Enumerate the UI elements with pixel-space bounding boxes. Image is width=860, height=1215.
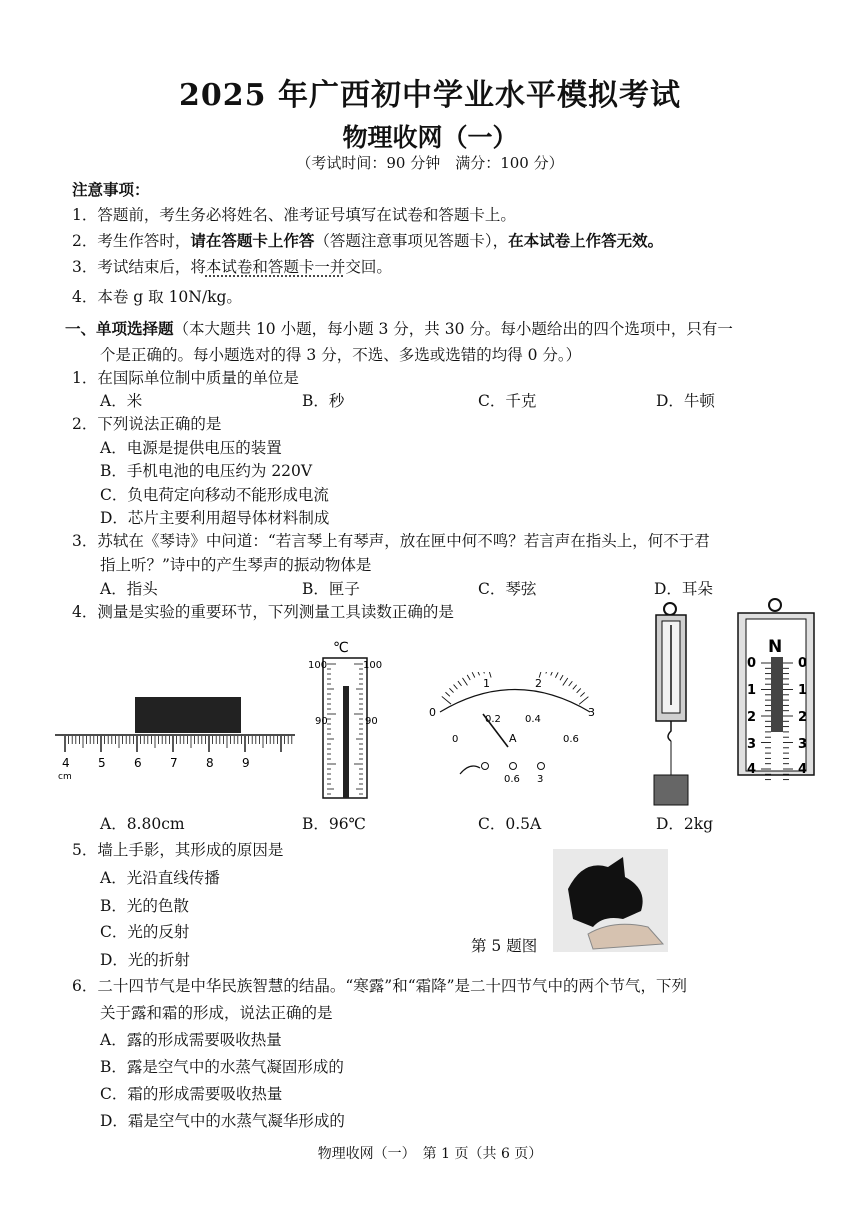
tick-mark [569, 681, 573, 686]
q5-figure-caption: 第 5 题图 [471, 937, 538, 955]
q6-option-d: D．霜是空气中的水蒸气凝华形成的 [100, 1112, 345, 1130]
tick-mark [442, 696, 451, 704]
q4-option-c: C．0.5A [478, 815, 542, 833]
measured-block [135, 697, 241, 733]
q3-option-d: D．耳朵 [654, 580, 713, 598]
ammeter-bottom-06: 0.6 [563, 734, 579, 745]
note-2 [72, 231, 663, 251]
note-2-b: 请在答题卡上作答 [190, 231, 315, 250]
scale-right-4: 4 [798, 762, 808, 777]
q1-option-d: D．牛顿 [656, 392, 715, 410]
q1-stem: 1．在国际单位制中质量的单位是 [72, 369, 299, 387]
ammeter-bottom-02: 0.2 [485, 714, 501, 725]
q1-option-a: A．米 [100, 392, 143, 410]
tick-mark [579, 697, 588, 705]
q2-option-c: C．负电荷定向移动不能形成电流 [100, 486, 329, 504]
q4-option-b: B．96℃ [302, 815, 366, 833]
tick-mark [546, 672, 548, 674]
tick-mark [449, 688, 453, 692]
tick-mark [454, 685, 458, 690]
hanging-weight [654, 775, 688, 805]
tick-mark [551, 672, 553, 675]
scale-right-0: 0 [798, 656, 808, 671]
thermo-liquid-column [343, 686, 349, 798]
scale-left-4: 4 [747, 762, 757, 777]
scale-right-1: 1 [798, 683, 808, 698]
ruler-figure [55, 695, 295, 785]
q1-option-b: B．秒 [302, 392, 345, 410]
q6-stem-1: 6．二十四节气是中华民族智慧的结晶。“寒露”和“霜降”是二十四节气中的两个节气，下列 [72, 977, 688, 995]
scale-right-2: 2 [798, 710, 808, 725]
page-footer: 物理收网（一） 第 1 页（共 6 页） [317, 1146, 543, 1162]
ammeter-figure [425, 672, 605, 787]
ammeter-top-3: 3 [588, 706, 595, 719]
section1-heading: 一、单项选择题 [65, 319, 174, 338]
q3-option-c: C．琴弦 [478, 580, 537, 598]
thermo-right-90: 90 [365, 716, 378, 727]
tick-mark [573, 685, 577, 690]
q5-option-b: B．光的色散 [100, 897, 189, 915]
note-2-d: 在本试卷上作答无效。 [508, 231, 664, 250]
q4-stem: 4．测量是实验的重要环节，下列测量工具读数正确的是 [72, 603, 454, 621]
scale-left-2: 2 [747, 710, 757, 725]
q5-option-c: C．光的反射 [100, 923, 190, 941]
ruler-label-4: 4 [62, 756, 70, 770]
tick-mark [580, 692, 584, 696]
scale-left-0: 0 [747, 656, 757, 671]
hand-shadow-photo [553, 849, 668, 952]
ammeter-terminal-minus [482, 763, 489, 770]
note-3-c: 交回。 [345, 258, 392, 276]
q4-option-d: D．2kg [656, 815, 714, 833]
thermometer-figure [305, 636, 395, 801]
q3-stem-1: 3．苏轼在《琴诗》中问道：“若言琴上有琴声，放在匣中何不鸣？若言声在指头上，何不于君 [72, 532, 710, 550]
ammeter-top-1: 1 [483, 677, 490, 690]
exam-subject: 物理收网（一） [342, 123, 518, 152]
spring-scale-figure [640, 595, 820, 810]
ammeter-terminal-06 [510, 763, 517, 770]
tick-mark [477, 672, 479, 675]
q5-option-a: A．光沿直线传播 [100, 869, 220, 887]
section1-desc2: 个是正确的。每小题选对的得 3 分，不选、多选或选错的均得 0 分。） [100, 346, 582, 364]
note-3-a: 3．考试结束后，将 [72, 258, 206, 276]
ruler-label-5: 5 [98, 756, 106, 770]
q6-option-a: A．露的形成需要吸收热量 [100, 1031, 282, 1049]
tick-mark [445, 692, 449, 696]
thermo-left-90: 90 [315, 716, 328, 727]
ammeter-terminal-3 [538, 763, 545, 770]
note-3 [72, 257, 392, 277]
q5-option-d: D．光的折射 [100, 951, 190, 969]
q2-option-d: D．芯片主要利用超导体材料制成 [100, 509, 330, 527]
exam-title: 2025 年广西初中学业水平模拟考试 [179, 78, 681, 113]
section1-desc1: （本大题共 10 小题，每小题 3 分，共 30 分。每小题给出的四个选项中，只有一 [173, 320, 733, 338]
note-2-a: 2．考生作答时， [72, 232, 191, 250]
scale-left-1: 1 [747, 683, 757, 698]
ruler-label-9: 9 [242, 756, 250, 770]
q1-option-c: C．千克 [478, 392, 537, 410]
q6-stem-2: 关于露和霜的形成，说法正确的是 [100, 1004, 333, 1022]
q6-option-b: B．露是空气中的水蒸气凝固形成的 [100, 1058, 344, 1076]
ammeter-bottom-0: 0 [452, 734, 459, 745]
scale-indicator [771, 657, 783, 732]
tick-mark [555, 672, 558, 677]
tick-mark [560, 675, 563, 680]
ruler-label-7: 7 [170, 756, 178, 770]
section1-line1 [65, 319, 733, 339]
q4-option-a: A．8.80cm [100, 815, 185, 833]
ruler-label-8: 8 [206, 756, 214, 770]
ruler-unit: cm [58, 772, 72, 782]
tick-mark [467, 675, 470, 680]
tick-mark [482, 672, 484, 673]
tick-mark [458, 681, 462, 686]
scale-left-3: 3 [747, 737, 757, 752]
scale-right-3: 3 [798, 737, 808, 752]
tick-mark [462, 678, 467, 685]
scale-n-label: N [768, 637, 783, 657]
notes-heading: 注意事项： [72, 180, 150, 199]
q2-stem: 2．下列说法正确的是 [72, 415, 222, 433]
tick-mark [563, 678, 568, 685]
q6-option-c: C．霜的形成需要吸收热量 [100, 1085, 283, 1103]
ammeter-top-0: 0 [429, 706, 436, 719]
q3-stem-2: 指上听？”诗中的产生琴声的振动物体是 [100, 556, 372, 574]
q2-option-a: A．电源是提供电压的装置 [100, 439, 282, 457]
ammeter-term-label-06: 0.6 [504, 774, 520, 785]
ruler-label-6: 6 [134, 756, 142, 770]
note-4: 4．本卷 g 取 10N/kg。 [72, 288, 242, 306]
thermo-unit: ℃ [333, 640, 349, 656]
q2-option-b: B．手机电池的电压约为 220V [100, 462, 313, 480]
ammeter-unit: A [509, 732, 517, 745]
ammeter-top-2: 2 [535, 677, 542, 690]
note-3-b: 本试卷和答题卡一并 [205, 258, 346, 276]
q3-option-a: A．指头 [100, 580, 158, 598]
ammeter-term-label-3: 3 [537, 774, 544, 785]
tick-mark [577, 688, 581, 692]
tick-mark [472, 672, 475, 677]
ammeter-bottom-04: 0.4 [525, 714, 541, 725]
thermo-left-100: 100 [308, 660, 328, 671]
thermo-right-100: 100 [363, 660, 383, 671]
exam-info: （考试时间：90 分钟 满分：100 分） [296, 154, 564, 172]
note-1: 1．答题前，考生务必将姓名、准考证号填写在试卷和答题卡上。 [72, 206, 516, 224]
note-2-c: （答题注意事项见答题卡）， [314, 232, 509, 250]
q3-option-b: B．匣子 [302, 580, 360, 598]
q5-stem: 5．墙上手影，其形成的原因是 [72, 841, 284, 859]
